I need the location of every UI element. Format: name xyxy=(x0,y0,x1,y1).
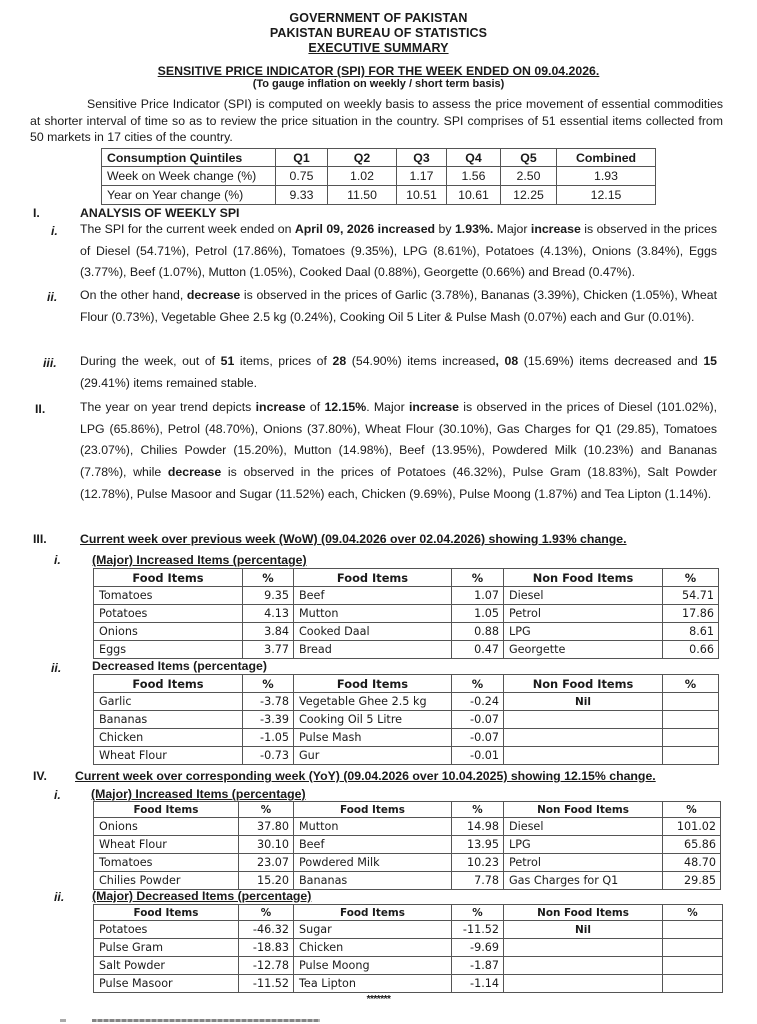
percent-cell: 101.02 xyxy=(663,818,721,836)
section-4-title: Current week over corresponding week (YoY) (09.04.2026 over 10.04.2025) showing 12.15% change. xyxy=(75,769,656,783)
non-food-item-cell xyxy=(504,957,663,975)
column-header-percent: % xyxy=(452,802,504,818)
table-header-row xyxy=(94,675,719,693)
quintiles-header-row xyxy=(102,149,656,167)
percent-cell: -12.78 xyxy=(239,957,294,975)
text-run: The year on year trend depicts xyxy=(80,400,256,414)
text-run: is observed in the prices of Diesel (101.02%), LPG (65.86%), Petrol (48.70%), Onions (37.80%), Wheat Flour (30.10%), Gas Charges for Q1 (29.85), Tomatoes (23.07%), Chilies Powder (15.20%), Mutton (14.98%), Beef (13.95%), Powdered Milk (10.23%) and Bananas (7.78%), while xyxy=(80,400,718,480)
quintiles-cell: 1.93 xyxy=(557,167,656,186)
percent-cell: 3.77 xyxy=(243,641,294,659)
section-1-item-1 xyxy=(80,219,717,284)
column-header-percent: % xyxy=(243,569,294,587)
quintiles-row-label: Week on Week change (%) xyxy=(102,167,276,186)
document-title: SENSITIVE PRICE INDICATOR (SPI) FOR THE WEEK ENDED ON 09.04.2026. xyxy=(157,64,600,78)
text-run: During the week, out of xyxy=(80,354,221,368)
bold-run: increase xyxy=(409,400,459,414)
quintiles-table xyxy=(101,148,656,205)
section-3-decreased-number: ii. xyxy=(51,661,62,675)
quintiles-header-label: Consumption Quintiles xyxy=(102,149,276,167)
percent-cell: 0.47 xyxy=(452,641,504,659)
food-item-cell: Mutton xyxy=(294,818,452,836)
table-row xyxy=(94,818,721,836)
percent-cell xyxy=(663,693,719,711)
table-row xyxy=(94,975,723,993)
bold-run: 28 xyxy=(332,354,347,368)
bold-run: April 09, 2026 increased xyxy=(294,222,436,236)
table-row xyxy=(94,747,719,765)
non-food-item-cell: Petrol xyxy=(504,854,663,872)
column-header-percent: % xyxy=(663,905,723,921)
food-item-cell: Sugar xyxy=(294,921,452,939)
percent-cell: -0.01 xyxy=(452,747,504,765)
food-item-cell: Wheat Flour xyxy=(94,747,243,765)
text-run: . Major xyxy=(366,400,409,414)
header-executive-summary: EXECUTIVE SUMMARY xyxy=(308,41,449,55)
food-item-cell: Potatoes xyxy=(94,605,243,623)
column-header-food-items: Food Items xyxy=(94,675,243,693)
yoy-decreased-table xyxy=(93,904,723,993)
quintiles-cell: 1.17 xyxy=(397,167,447,186)
percent-cell: 0.88 xyxy=(452,623,504,641)
percent-cell xyxy=(663,975,723,993)
end-marker: ******* xyxy=(366,994,391,1005)
document-subtitle: (To gauge inflation on weekly / short term basis) xyxy=(252,78,505,90)
column-header-food-items: Food Items xyxy=(94,569,243,587)
non-food-item-cell: Gas Charges for Q1 xyxy=(504,872,663,890)
text-run: is observed in the prices of Diesel (54.71%), Petrol (17.86%), Tomatoes (9.35%), LPG (8.61%), Potatoes (4.13%), Onions (3.84%), Eggs (3.77%), Beef (1.07%), Mutton (1.05%), Cooked Daal (0.88%), Georgette (0.66%) and Bread (0.47%). xyxy=(80,222,717,280)
section-1-item-1-number: i. xyxy=(51,224,58,238)
table-header-row xyxy=(94,905,723,921)
percent-cell: 7.78 xyxy=(452,872,504,890)
non-food-item-cell xyxy=(504,975,663,993)
quintiles-cell: 1.56 xyxy=(447,167,501,186)
non-food-item-cell: Diesel xyxy=(504,818,663,836)
column-header-food-items: Food Items xyxy=(294,675,452,693)
section-1-title: ANALYSIS OF WEEKLY SPI xyxy=(80,206,240,220)
text-run: items, prices of xyxy=(234,354,333,368)
percent-cell: -9.69 xyxy=(452,939,504,957)
column-header-non-food-items: Non Food Items xyxy=(504,569,663,587)
percent-cell: -1.05 xyxy=(243,729,294,747)
quintiles-cell: 10.61 xyxy=(447,186,501,205)
clipped-next-section-number xyxy=(60,1019,66,1022)
food-item-cell: Pulse Gram xyxy=(94,939,239,957)
quintiles-header-q3: Q3 xyxy=(397,149,447,167)
percent-cell xyxy=(663,957,723,975)
bold-run: decrease xyxy=(186,288,241,302)
percent-cell: 29.85 xyxy=(663,872,721,890)
food-item-cell: Pulse Masoor xyxy=(94,975,239,993)
percent-cell: 4.13 xyxy=(243,605,294,623)
food-item-cell: Powdered Milk xyxy=(294,854,452,872)
food-item-cell: Tea Lipton xyxy=(294,975,452,993)
table-row xyxy=(94,711,719,729)
table-row xyxy=(94,836,721,854)
food-item-cell: Bananas xyxy=(294,872,452,890)
quintiles-cell: 2.50 xyxy=(501,167,557,186)
text-run: by xyxy=(435,222,455,236)
percent-cell: -1.14 xyxy=(452,975,504,993)
clipped-next-section-title xyxy=(92,1019,320,1024)
food-item-cell: Onions xyxy=(94,818,239,836)
title-text: (Major) Increased Items (percentage) xyxy=(91,787,306,801)
food-item-cell: Chicken xyxy=(94,729,243,747)
bold-run: decrease xyxy=(167,465,222,480)
food-item-cell: Bread xyxy=(294,641,452,659)
quintiles-cell: 12.25 xyxy=(501,186,557,205)
food-item-cell: Gur xyxy=(294,747,452,765)
percent-cell: 14.98 xyxy=(452,818,504,836)
non-food-item-cell xyxy=(504,939,663,957)
quintiles-header-q4: Q4 xyxy=(447,149,501,167)
text-run: (29.41%) items remained stable. xyxy=(80,375,258,390)
column-header-percent: % xyxy=(663,802,721,818)
text-run: of xyxy=(305,400,325,414)
section-3-decreased-title: Decreased Items (percentage) xyxy=(92,659,267,673)
wow-increased-table xyxy=(93,568,719,659)
column-header-non-food-items: Non Food Items xyxy=(504,905,663,921)
quintiles-cell: 1.02 xyxy=(328,167,397,186)
title-text: (Major) Decreased Items (percentage) xyxy=(92,889,312,903)
nil-cell: Nil xyxy=(504,921,663,939)
section-4-increased-number: i. xyxy=(54,788,61,802)
section-2-number: II. xyxy=(35,402,46,416)
bold-run: , 08 xyxy=(495,354,519,368)
non-food-item-cell: Georgette xyxy=(504,641,663,659)
text-run: The SPI for the current week ended on xyxy=(80,222,295,236)
quintiles-row-wow xyxy=(102,167,656,186)
section-1-item-2-number: ii. xyxy=(47,290,58,304)
food-item-cell: Cooked Daal xyxy=(294,623,452,641)
text-run: Major xyxy=(493,222,531,236)
percent-cell: -11.52 xyxy=(452,921,504,939)
header-bureau: PAKISTAN BUREAU OF STATISTICS xyxy=(269,26,488,40)
non-food-item-cell xyxy=(504,729,663,747)
table-row xyxy=(94,693,719,711)
section-1-number: I. xyxy=(33,206,40,220)
percent-cell: 54.71 xyxy=(663,587,719,605)
percent-cell: -1.87 xyxy=(452,957,504,975)
section-4-decreased-number: ii. xyxy=(54,890,65,904)
section-4-number: IV. xyxy=(33,769,47,783)
table-row xyxy=(94,939,723,957)
quintiles-header-combined: Combined xyxy=(557,149,656,167)
food-item-cell: Tomatoes xyxy=(94,587,243,605)
percent-cell: 13.95 xyxy=(452,836,504,854)
food-item-cell: Bananas xyxy=(94,711,243,729)
percent-cell: -0.24 xyxy=(452,693,504,711)
food-item-cell: Potatoes xyxy=(94,921,239,939)
percent-cell: 10.23 xyxy=(452,854,504,872)
section-1-item-3 xyxy=(80,351,717,394)
quintiles-cell: 12.15 xyxy=(557,186,656,205)
section-3-increased-title xyxy=(92,553,307,567)
percent-cell: -0.73 xyxy=(243,747,294,765)
column-header-non-food-items: Non Food Items xyxy=(504,675,663,693)
bold-run: increase xyxy=(530,222,581,236)
percent-cell: 3.84 xyxy=(243,623,294,641)
percent-cell: 15.20 xyxy=(239,872,294,890)
section-2-paragraph xyxy=(80,397,717,506)
percent-cell: 17.86 xyxy=(663,605,719,623)
yoy-increased-table xyxy=(93,801,721,890)
text-run: is observed in the prices of Potatoes (46.32%), Pulse Gram (18.83%), Salt Powder (12.78%), Pulse Masoor and Sugar (11.52%) each, Chicken (9.69%), Pulse Moong (1.87%) and Tea Lipton (1.14%). xyxy=(80,465,717,501)
percent-cell: -3.39 xyxy=(243,711,294,729)
food-item-cell: Chicken xyxy=(294,939,452,957)
section-3-title: Current week over previous week (WoW) (09.04.2026 over 02.04.2026) showing 1.93% change. xyxy=(80,532,627,546)
column-header-percent: % xyxy=(452,569,504,587)
quintiles-cell: 9.33 xyxy=(276,186,328,205)
percent-cell: 8.61 xyxy=(663,623,719,641)
food-item-cell: Beef xyxy=(294,836,452,854)
column-header-food-items: Food Items xyxy=(94,905,239,921)
column-header-percent: % xyxy=(243,675,294,693)
section-1-item-2 xyxy=(80,285,717,328)
percent-cell: -0.07 xyxy=(452,711,504,729)
percent-cell: -3.78 xyxy=(243,693,294,711)
percent-cell: 37.80 xyxy=(239,818,294,836)
percent-cell: 0.66 xyxy=(663,641,719,659)
column-header-food-items: Food Items xyxy=(94,802,239,818)
column-header-percent: % xyxy=(452,675,504,693)
non-food-item-cell: LPG xyxy=(504,836,663,854)
percent-cell xyxy=(663,711,719,729)
nil-cell: Nil xyxy=(504,693,663,711)
bold-run: 12.15% xyxy=(324,400,367,414)
section-4-increased-title xyxy=(91,787,306,801)
percent-cell: 48.70 xyxy=(663,854,721,872)
food-item-cell: Wheat Flour xyxy=(94,836,239,854)
non-food-item-cell xyxy=(504,711,663,729)
quintiles-cell: 0.75 xyxy=(276,167,328,186)
section-1-item-3-number: iii. xyxy=(43,356,57,370)
food-item-cell: Pulse Moong xyxy=(294,957,452,975)
percent-cell: 23.07 xyxy=(239,854,294,872)
percent-cell: 30.10 xyxy=(239,836,294,854)
column-header-food-items: Food Items xyxy=(294,802,452,818)
text-run: is observed in the prices of Garlic (3.78%), Bananas (3.39%), Chicken (1.05%), Wheat Flour (0.73%), Vegetable Ghee 2.5 kg (0.24%), Cooking Oil 5 Liter & Pulse Mash (0.07%) each and Gur (0.01%). xyxy=(80,288,717,324)
food-item-cell: Tomatoes xyxy=(94,854,239,872)
percent-cell: 1.07 xyxy=(452,587,504,605)
percent-cell: -11.52 xyxy=(239,975,294,993)
quintiles-header-q5: Q5 xyxy=(501,149,557,167)
table-row xyxy=(94,641,719,659)
percent-cell: -0.07 xyxy=(452,729,504,747)
intro-paragraph xyxy=(30,96,723,146)
percent-cell xyxy=(663,747,719,765)
non-food-item-cell: Petrol xyxy=(504,605,663,623)
table-row xyxy=(94,957,723,975)
bold-run: increase xyxy=(255,400,306,414)
text-run: (54.90%) items increased xyxy=(346,354,496,368)
food-item-cell: Salt Powder xyxy=(94,957,239,975)
table-row xyxy=(94,605,719,623)
percent-cell xyxy=(663,939,723,957)
food-item-cell: Beef xyxy=(294,587,452,605)
food-item-cell: Chilies Powder xyxy=(94,872,239,890)
percent-cell: 9.35 xyxy=(243,587,294,605)
non-food-item-cell: Diesel xyxy=(504,587,663,605)
food-item-cell: Eggs xyxy=(94,641,243,659)
section-4-decreased-title xyxy=(92,889,311,903)
table-row xyxy=(94,921,723,939)
quintiles-cell: 11.50 xyxy=(328,186,397,205)
percent-cell: 1.05 xyxy=(452,605,504,623)
column-header-percent: % xyxy=(452,905,504,921)
table-header-row xyxy=(94,802,721,818)
quintiles-header-q2: Q2 xyxy=(328,149,397,167)
column-header-non-food-items: Non Food Items xyxy=(504,802,663,818)
non-food-item-cell: LPG xyxy=(504,623,663,641)
percent-cell: -18.83 xyxy=(239,939,294,957)
table-row xyxy=(94,587,719,605)
section-3-number: III. xyxy=(33,532,47,546)
table-header-row xyxy=(94,569,719,587)
food-item-cell: Onions xyxy=(94,623,243,641)
percent-cell xyxy=(663,921,723,939)
quintiles-row-yoy xyxy=(102,186,656,205)
non-food-item-cell xyxy=(504,747,663,765)
bold-run: 15 xyxy=(703,354,717,368)
table-row xyxy=(94,623,719,641)
table-row xyxy=(94,872,721,890)
column-header-food-items: Food Items xyxy=(294,569,452,587)
food-item-cell: Cooking Oil 5 Litre xyxy=(294,711,452,729)
quintiles-row-label: Year on Year change (%) xyxy=(102,186,276,205)
percent-cell: -46.32 xyxy=(239,921,294,939)
table-row xyxy=(94,854,721,872)
title-text: (Major) Increased Items (percentage) xyxy=(92,553,307,567)
column-header-percent: % xyxy=(663,675,719,693)
food-item-cell: Vegetable Ghee 2.5 kg xyxy=(294,693,452,711)
intro-text: Sensitive Price Indicator (SPI) is computed on weekly basis to assess the price movement of essential commodities at shorter interval of time so as to review the price situation in the country. SPI comprises of 51 essential items collected from 50 markets in 17 cities of the country. xyxy=(30,97,723,144)
column-header-food-items: Food Items xyxy=(294,905,452,921)
food-item-cell: Pulse Mash xyxy=(294,729,452,747)
food-item-cell: Mutton xyxy=(294,605,452,623)
quintiles-cell: 10.51 xyxy=(397,186,447,205)
bold-run: 1.93%. xyxy=(454,222,494,236)
text-run: On the other hand, xyxy=(80,288,187,302)
text-run: (15.69%) items decreased and xyxy=(518,354,704,368)
column-header-percent: % xyxy=(239,802,294,818)
table-row xyxy=(94,729,719,747)
wow-decreased-table xyxy=(93,674,719,765)
bold-run: 51 xyxy=(220,354,235,368)
food-item-cell: Garlic xyxy=(94,693,243,711)
quintiles-header-q1: Q1 xyxy=(276,149,328,167)
section-3-increased-number: i. xyxy=(54,553,61,567)
percent-cell: 65.86 xyxy=(663,836,721,854)
column-header-percent: % xyxy=(239,905,294,921)
percent-cell xyxy=(663,729,719,747)
header-government: GOVERNMENT OF PAKISTAN xyxy=(289,11,468,25)
column-header-percent: % xyxy=(663,569,719,587)
